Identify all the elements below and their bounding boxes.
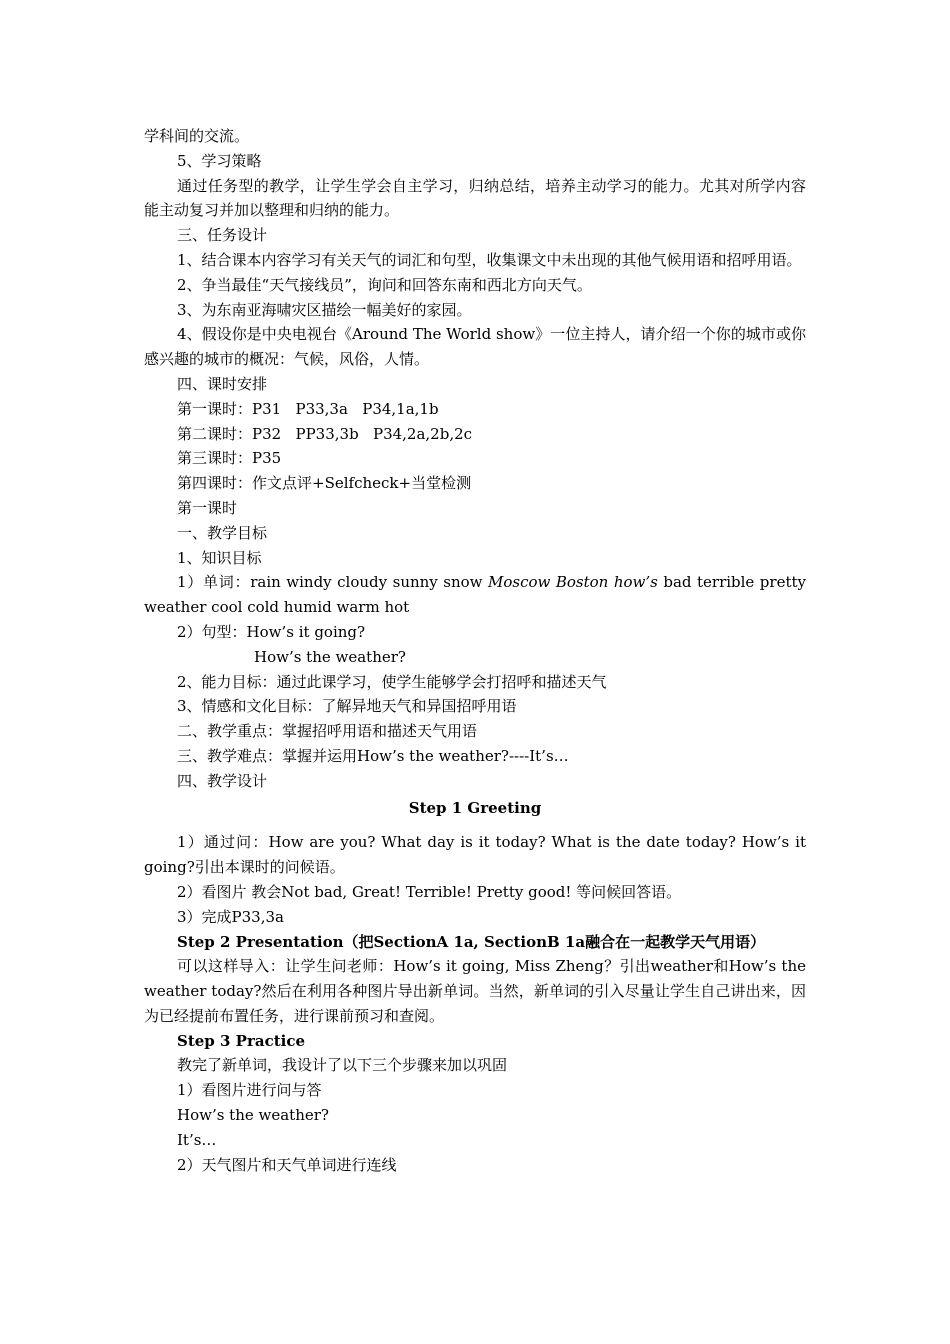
section-heading: 三、任务设计 <box>177 226 268 245</box>
section-heading: 5、学习策略 <box>177 151 262 170</box>
vocabulary-italic-text: Moscow Boston how’s <box>488 573 658 592</box>
document-page <box>144 124 806 1177</box>
vocabulary-text: bad terrible pretty weather cool cold humid warm hot <box>144 573 806 617</box>
paragraph: 1）通过问：How are you? What day is it today? What is the date today? How’s it going?引出本课时的问候语。 <box>144 833 806 877</box>
section-heading: 四、课时安排 <box>177 374 268 393</box>
vocabulary-paragraph <box>144 570 806 620</box>
section-heading: 一、教学目标 <box>177 523 268 542</box>
step-heading: Step 2 Presentation（把SectionA 1a, SectionB 1a融合在一起教学天气用语） <box>177 932 766 951</box>
step-heading: Step 3 Practice <box>177 1031 306 1050</box>
paragraph: 通过任务型的教学，让学生学会自主学习，归纳总结，培养主动学习的能力。尤其对所学内容能主动复习并加以整理和归纳的能力。 <box>144 176 806 220</box>
paragraph-line: 学科间的交流。 <box>144 127 250 145</box>
section-heading: 第一课时 <box>177 498 238 517</box>
paragraph: 可以这样导入：让学生问老师：How’s it going, Miss Zheng？引出weather和How’s the weather today?然后在利用各种图片导出新单词。当然，新单词的引入尽量让学生自己讲出来，因为已经提前布置任务，进行课前预习和查阅。 <box>144 957 806 1025</box>
schedule-line: 第一课时：P31 P33,3a P34,1a,1b <box>177 399 439 418</box>
sentence-pattern-line: 2）句型：How’s it going? <box>177 622 366 641</box>
paragraph-line: 3、情感和文化目标：了解异地天气和异国招呼用语 <box>177 697 517 716</box>
paragraph-line: 1）看图片进行问与答 <box>177 1081 322 1100</box>
section-heading: 四、教学设计 <box>177 771 268 790</box>
paragraph: 1、结合课本内容学习有关天气的词汇和句型，收集课文中未出现的其他气候用语和招呼用语。 <box>177 250 802 269</box>
paragraph-line: 2、争当最佳“天气接线员”，询问和回答东南和西北方向天气。 <box>177 275 592 294</box>
paragraph-line: 三、教学难点：掌握并运用How’s the weather?----It’s… <box>177 746 569 765</box>
paragraph-line: 2、能力目标：通过此课学习，使学生能够学会打招呼和描述天气 <box>177 672 607 691</box>
sentence-pattern-line: How’s the weather? <box>254 647 406 666</box>
schedule-line: 第三课时：P35 <box>177 449 282 468</box>
step-heading: Step 1 Greeting <box>408 798 542 817</box>
schedule-line: 第二课时：P32 PP33,3b P34,2a,2b,2c <box>177 424 473 443</box>
paragraph-line: 2）看图片 教会Not bad, Great! Terrible! Pretty good! 等问候回答语。 <box>177 882 682 901</box>
section-heading: 1、知识目标 <box>177 548 262 567</box>
schedule-line: 第四课时：作文点评+Selfcheck+当堂检测 <box>177 474 472 493</box>
paragraph-line: 二、教学重点：掌握招呼用语和描述天气用语 <box>177 722 478 741</box>
paragraph-line: 3）完成P33,3a <box>177 907 284 926</box>
paragraph-line: 3、为东南亚海啸灾区描绘一幅美好的家园。 <box>177 300 472 319</box>
dialogue-line: How’s the weather? <box>177 1106 329 1125</box>
paragraph-line: 2）天气图片和天气单词进行连线 <box>177 1155 397 1174</box>
paragraph: 4、假设你是中央电视台《Around The World show》一位主持人，请介绍一个你的城市或你感兴趣的城市的概况：气候，风俗，人情。 <box>144 325 806 369</box>
paragraph-line: 教完了新单词，我设计了以下三个步骤来加以巩固 <box>177 1056 508 1075</box>
dialogue-line: It’s… <box>177 1130 217 1149</box>
vocabulary-text: 1）单词：rain windy cloudy sunny snow <box>177 573 489 592</box>
